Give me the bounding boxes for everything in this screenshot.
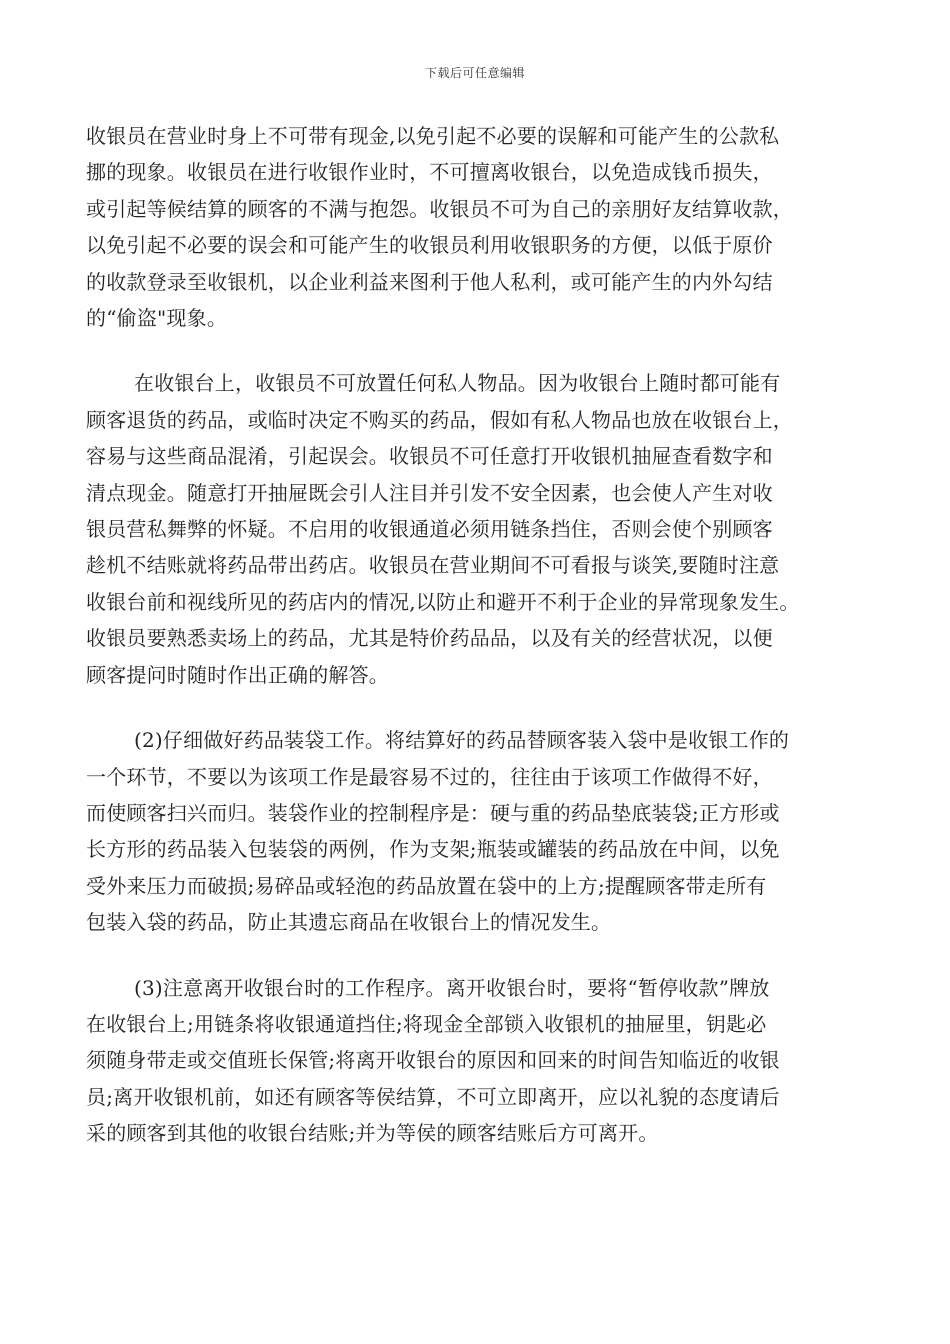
paragraph-leaving-counter: [86, 970, 871, 1152]
text-line: 收银员要熟悉卖场上的药品，尤其是特价药品品，以及有关的经营状况，以便: [86, 626, 773, 651]
text-line: 受外来压力而破损;易碎品或轻泡的药品放置在袋中的上方;提醒顾客带走所有: [86, 873, 767, 898]
text-line: 顾客提问时随时作出正确的解答。: [86, 662, 389, 687]
text-line: 长方形的药品装入包装袋的两例，作为支架;瓶装或罐装的药品放在中间，以免: [86, 837, 780, 862]
text-line: 在收银台上;用链条将收银通道挡住;将现金全部锁入收银机的抽屉里，钥匙必: [86, 1011, 767, 1036]
text-line: 以免引起不必要的误会和可能产生的收银员利用收银职务的方便，以低于原价: [86, 233, 773, 258]
text-line: 员;离开收银机前，如还有顾客等侯结算，不可立即离开，应以礼貌的态度请后: [86, 1084, 780, 1109]
paragraph-cash-rules: [86, 118, 871, 336]
text-line: 顾客退货的药品，或临时决定不购买的药品，假如有私人物品也放在收银台上，: [86, 407, 793, 432]
text-line: 趁机不结账就将药品带出药店。收银员在营业期间不可看报与谈笑,要随时注意: [86, 553, 780, 578]
text-line: (3)注意离开收银台时的工作程序。离开收银台时，要将“暂停收款”牌放: [134, 975, 770, 1000]
text-line: 须随身带走或交值班长保管;将离开收银台的原因和回来的时间告知临近的收银: [86, 1048, 780, 1073]
text-line: 一个环节，不要以为该项工作是最容易不过的，往往由于该项工作做得不好，: [86, 764, 773, 789]
text-line: 或引起等候结算的顾客的不满与抱怨。收银员不可为自己的亲朋好友结算收款，: [86, 196, 793, 221]
text-line: (2)仔细做好药品装袋工作。将结算好的药品替顾客装入袋中是收银工作的: [134, 728, 790, 753]
document-body: [86, 118, 871, 1181]
text-line: 挪的现象。收银员在进行收银作业时，不可擅离收银台，以免造成钱币损失，: [86, 160, 773, 185]
text-line: 收银员在营业时身上不可带有现金,以免引起不必要的误解和可能产生的公款私: [86, 124, 780, 148]
text-line: 的“偷盗"现象。: [86, 306, 228, 331]
text-line: 包装入袋的药品，防止其遗忘商品在收银台上的情况发生。: [86, 910, 612, 935]
text-line: 容易与这些商品混淆，引起误会。收银员不可任意打开收银机抽屉查看数字和: [86, 444, 773, 469]
text-line: 清点现金。随意打开抽屉既会引人注目并引发不安全因素，也会使人产生对收: [86, 480, 773, 505]
text-line: 在收银台上，收银员不可放置任何私人物品。因为收银台上随时都可能有: [134, 371, 781, 396]
text-line: 的收款登录至收银机，以企业利益来图利于他人私利，或可能产生的内外勾结: [86, 269, 773, 294]
text-line: 而使顾客扫兴而归。装袋作业的控制程序是：硬与重的药品垫底装袋;正方形或: [86, 800, 780, 825]
paragraph-counter-rules: [86, 365, 871, 693]
text-line: 采的顾客到其他的收银台结账;并为等侯的顾客结账后方可离开。: [86, 1121, 659, 1146]
paragraph-bagging: [86, 722, 871, 940]
page-header: 下载后可任意编辑: [424, 66, 525, 80]
text-line: 收银台前和视线所见的药店内的情况,以防止和避开不利于企业的异常现象发生。: [86, 589, 800, 614]
text-line: 银员营私舞弊的怀疑。不启用的收银通道必须用链条挡住，否则会使个别顾客: [86, 517, 773, 542]
